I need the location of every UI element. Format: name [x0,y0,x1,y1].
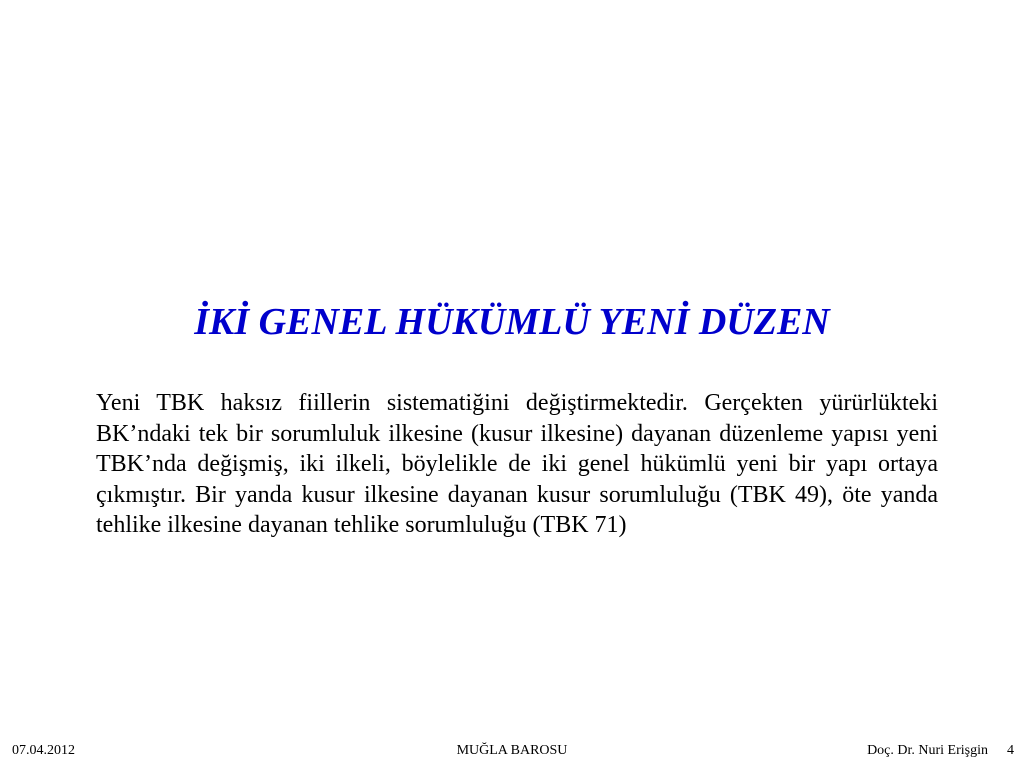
slide-title: İKİ GENEL HÜKÜMLÜ YENİ DÜZEN [194,301,830,343]
slide-body-text: Yeni TBK haksız fiillerin sistematiğini değiştirmektedir. Gerçekten yürürlükteki BK’ndaki tek bir sorumluluk ilkesine (kusur ilkesine) dayanan düzenleme yapısı yeni TBK’nda değişmiş, iki ilkeli, böylelikle de iki genel hükümlü yeni bir yapı ortaya çıkmıştır. Bir yanda kusur ilkesine dayanan kusur sorumluluğu (TBK 49), öte yanda tehlike ilkesine dayanan tehlike sorumluluğu (TBK 71) [96,390,938,538]
footer-page-number: 4 [1007,743,1014,758]
footer-organization: MUĞLA BAROSU [456,743,568,758]
footer-author: Doç. Dr. Nuri Erişgin [867,743,988,758]
footer-date: 07.04.2012 [12,743,75,758]
